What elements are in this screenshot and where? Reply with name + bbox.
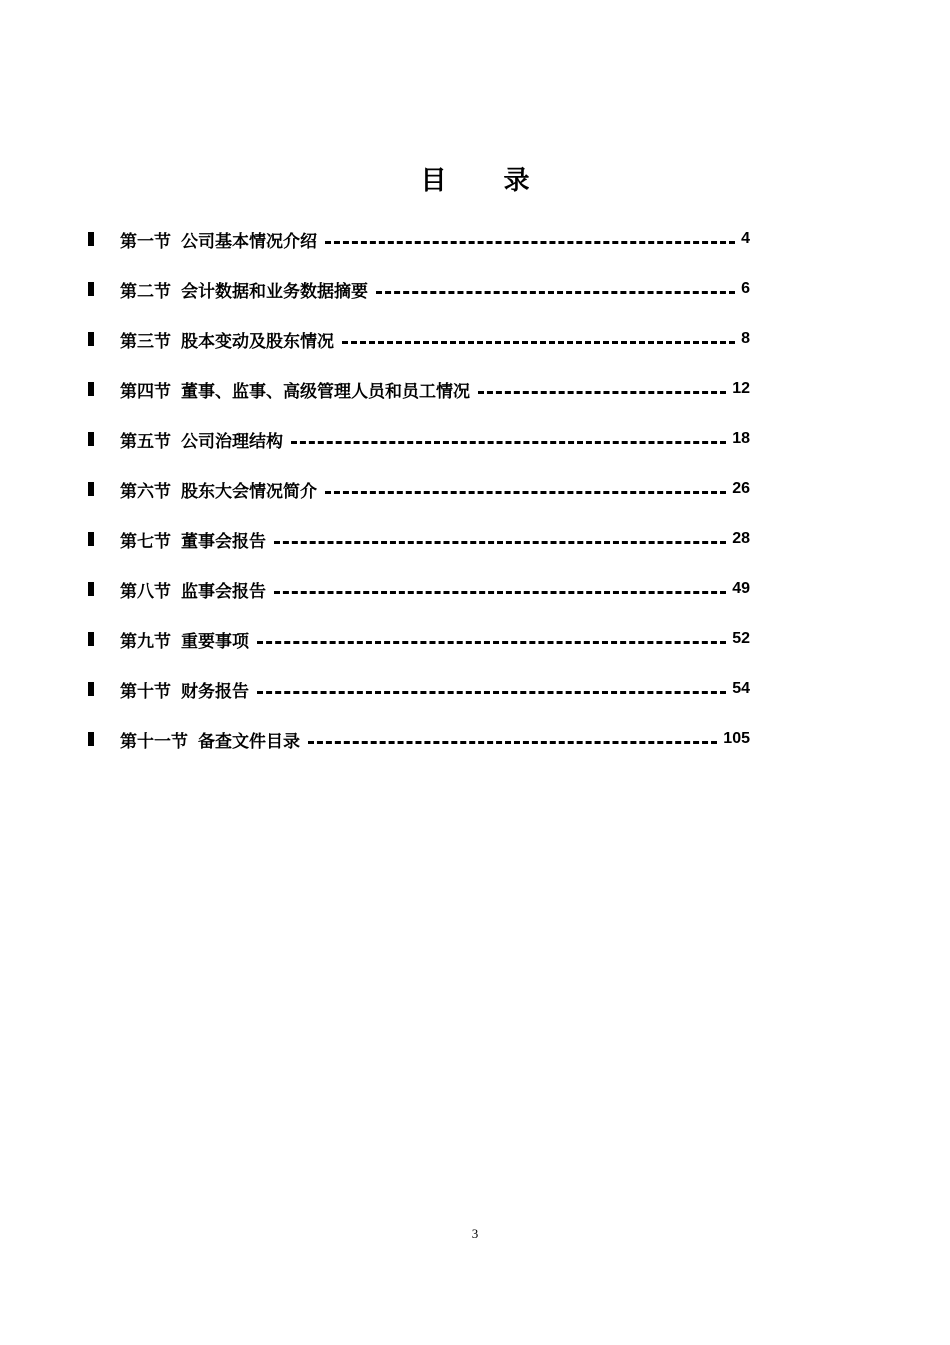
bullet-icon xyxy=(88,582,94,596)
toc-entry[interactable] xyxy=(88,564,750,614)
toc-page-number: 28 xyxy=(732,530,750,547)
dot-leader xyxy=(274,541,726,544)
toc-entry-label xyxy=(120,577,266,602)
toc-entry-label xyxy=(120,627,249,652)
bullet-icon xyxy=(88,332,94,346)
dot-leader xyxy=(325,241,735,244)
page-title: 目 录 xyxy=(420,166,554,196)
toc-entry[interactable] xyxy=(88,264,750,314)
page-number: 3 xyxy=(471,1226,479,1241)
toc-section-number: 第二节 xyxy=(120,281,171,302)
bullet-icon xyxy=(88,732,94,746)
toc-entry[interactable] xyxy=(88,364,750,414)
toc-section-number: 第六节 xyxy=(120,481,171,502)
toc-section-title: 备查文件目录 xyxy=(198,731,300,752)
toc-entry-label xyxy=(120,527,266,552)
bullet-icon xyxy=(88,282,94,296)
toc-entry[interactable] xyxy=(88,314,750,364)
toc-entry[interactable] xyxy=(88,414,750,464)
toc-section-title: 董事、监事、高级管理人员和员工情况 xyxy=(181,381,470,402)
bullet-icon xyxy=(88,482,94,496)
dot-leader xyxy=(291,441,726,444)
toc-page-number: 54 xyxy=(732,680,750,697)
toc-section-number: 第九节 xyxy=(120,631,171,652)
toc-entry[interactable] xyxy=(88,714,750,764)
toc-page-number: 12 xyxy=(732,380,750,397)
dot-leader xyxy=(257,641,726,644)
dot-leader xyxy=(308,741,717,744)
toc-section-title: 股本变动及股东情况 xyxy=(181,331,334,352)
toc-section-number: 第八节 xyxy=(120,581,171,602)
dot-leader xyxy=(376,291,735,294)
toc-section-number: 第十节 xyxy=(120,681,171,702)
toc-section-title: 董事会报告 xyxy=(181,531,266,552)
toc-entry-label xyxy=(120,427,283,452)
toc-section-title: 会计数据和业务数据摘要 xyxy=(181,281,368,302)
toc-section-title: 股东大会情况简介 xyxy=(181,481,317,502)
toc-page-number: 49 xyxy=(732,580,750,597)
bullet-icon xyxy=(88,532,94,546)
toc-page-number: 26 xyxy=(732,480,750,497)
toc-entry-label xyxy=(120,277,368,302)
toc-section-title: 公司基本情况介绍 xyxy=(181,231,317,252)
toc-section-number: 第十一节 xyxy=(120,731,188,752)
toc-entry-label xyxy=(120,477,317,502)
toc-section-number: 第一节 xyxy=(120,231,171,252)
bullet-icon xyxy=(88,632,94,646)
toc-entry[interactable] xyxy=(88,214,750,264)
toc-section-number: 第五节 xyxy=(120,431,171,452)
toc-section-number: 第四节 xyxy=(120,381,171,402)
toc-page-number: 6 xyxy=(741,280,750,297)
toc-page-number: 8 xyxy=(741,330,750,347)
toc-section-number: 第七节 xyxy=(120,531,171,552)
toc-entry[interactable] xyxy=(88,614,750,664)
toc-section-title: 财务报告 xyxy=(181,681,249,702)
table-of-contents xyxy=(88,214,750,764)
toc-entry[interactable] xyxy=(88,664,750,714)
dot-leader xyxy=(274,591,726,594)
toc-entry[interactable] xyxy=(88,514,750,564)
bullet-icon xyxy=(88,232,94,246)
toc-entry-label xyxy=(120,727,300,752)
toc-page-number: 52 xyxy=(732,630,750,647)
toc-entry-label xyxy=(120,377,470,402)
toc-page-number: 105 xyxy=(723,730,750,747)
dot-leader xyxy=(257,691,726,694)
dot-leader xyxy=(478,391,726,394)
toc-section-title: 监事会报告 xyxy=(181,581,266,602)
bullet-icon xyxy=(88,432,94,446)
toc-section-title: 重要事项 xyxy=(181,631,249,652)
bullet-icon xyxy=(88,682,94,696)
toc-page-number: 18 xyxy=(732,430,750,447)
dot-leader xyxy=(342,341,735,344)
toc-entry-label xyxy=(120,227,317,252)
toc-entry[interactable] xyxy=(88,464,750,514)
toc-section-title: 公司治理结构 xyxy=(181,431,283,452)
toc-section-number: 第三节 xyxy=(120,331,171,352)
toc-entry-label xyxy=(120,677,249,702)
toc-page-number: 4 xyxy=(741,230,750,247)
dot-leader xyxy=(325,491,726,494)
bullet-icon xyxy=(88,382,94,396)
toc-entry-label xyxy=(120,327,334,352)
